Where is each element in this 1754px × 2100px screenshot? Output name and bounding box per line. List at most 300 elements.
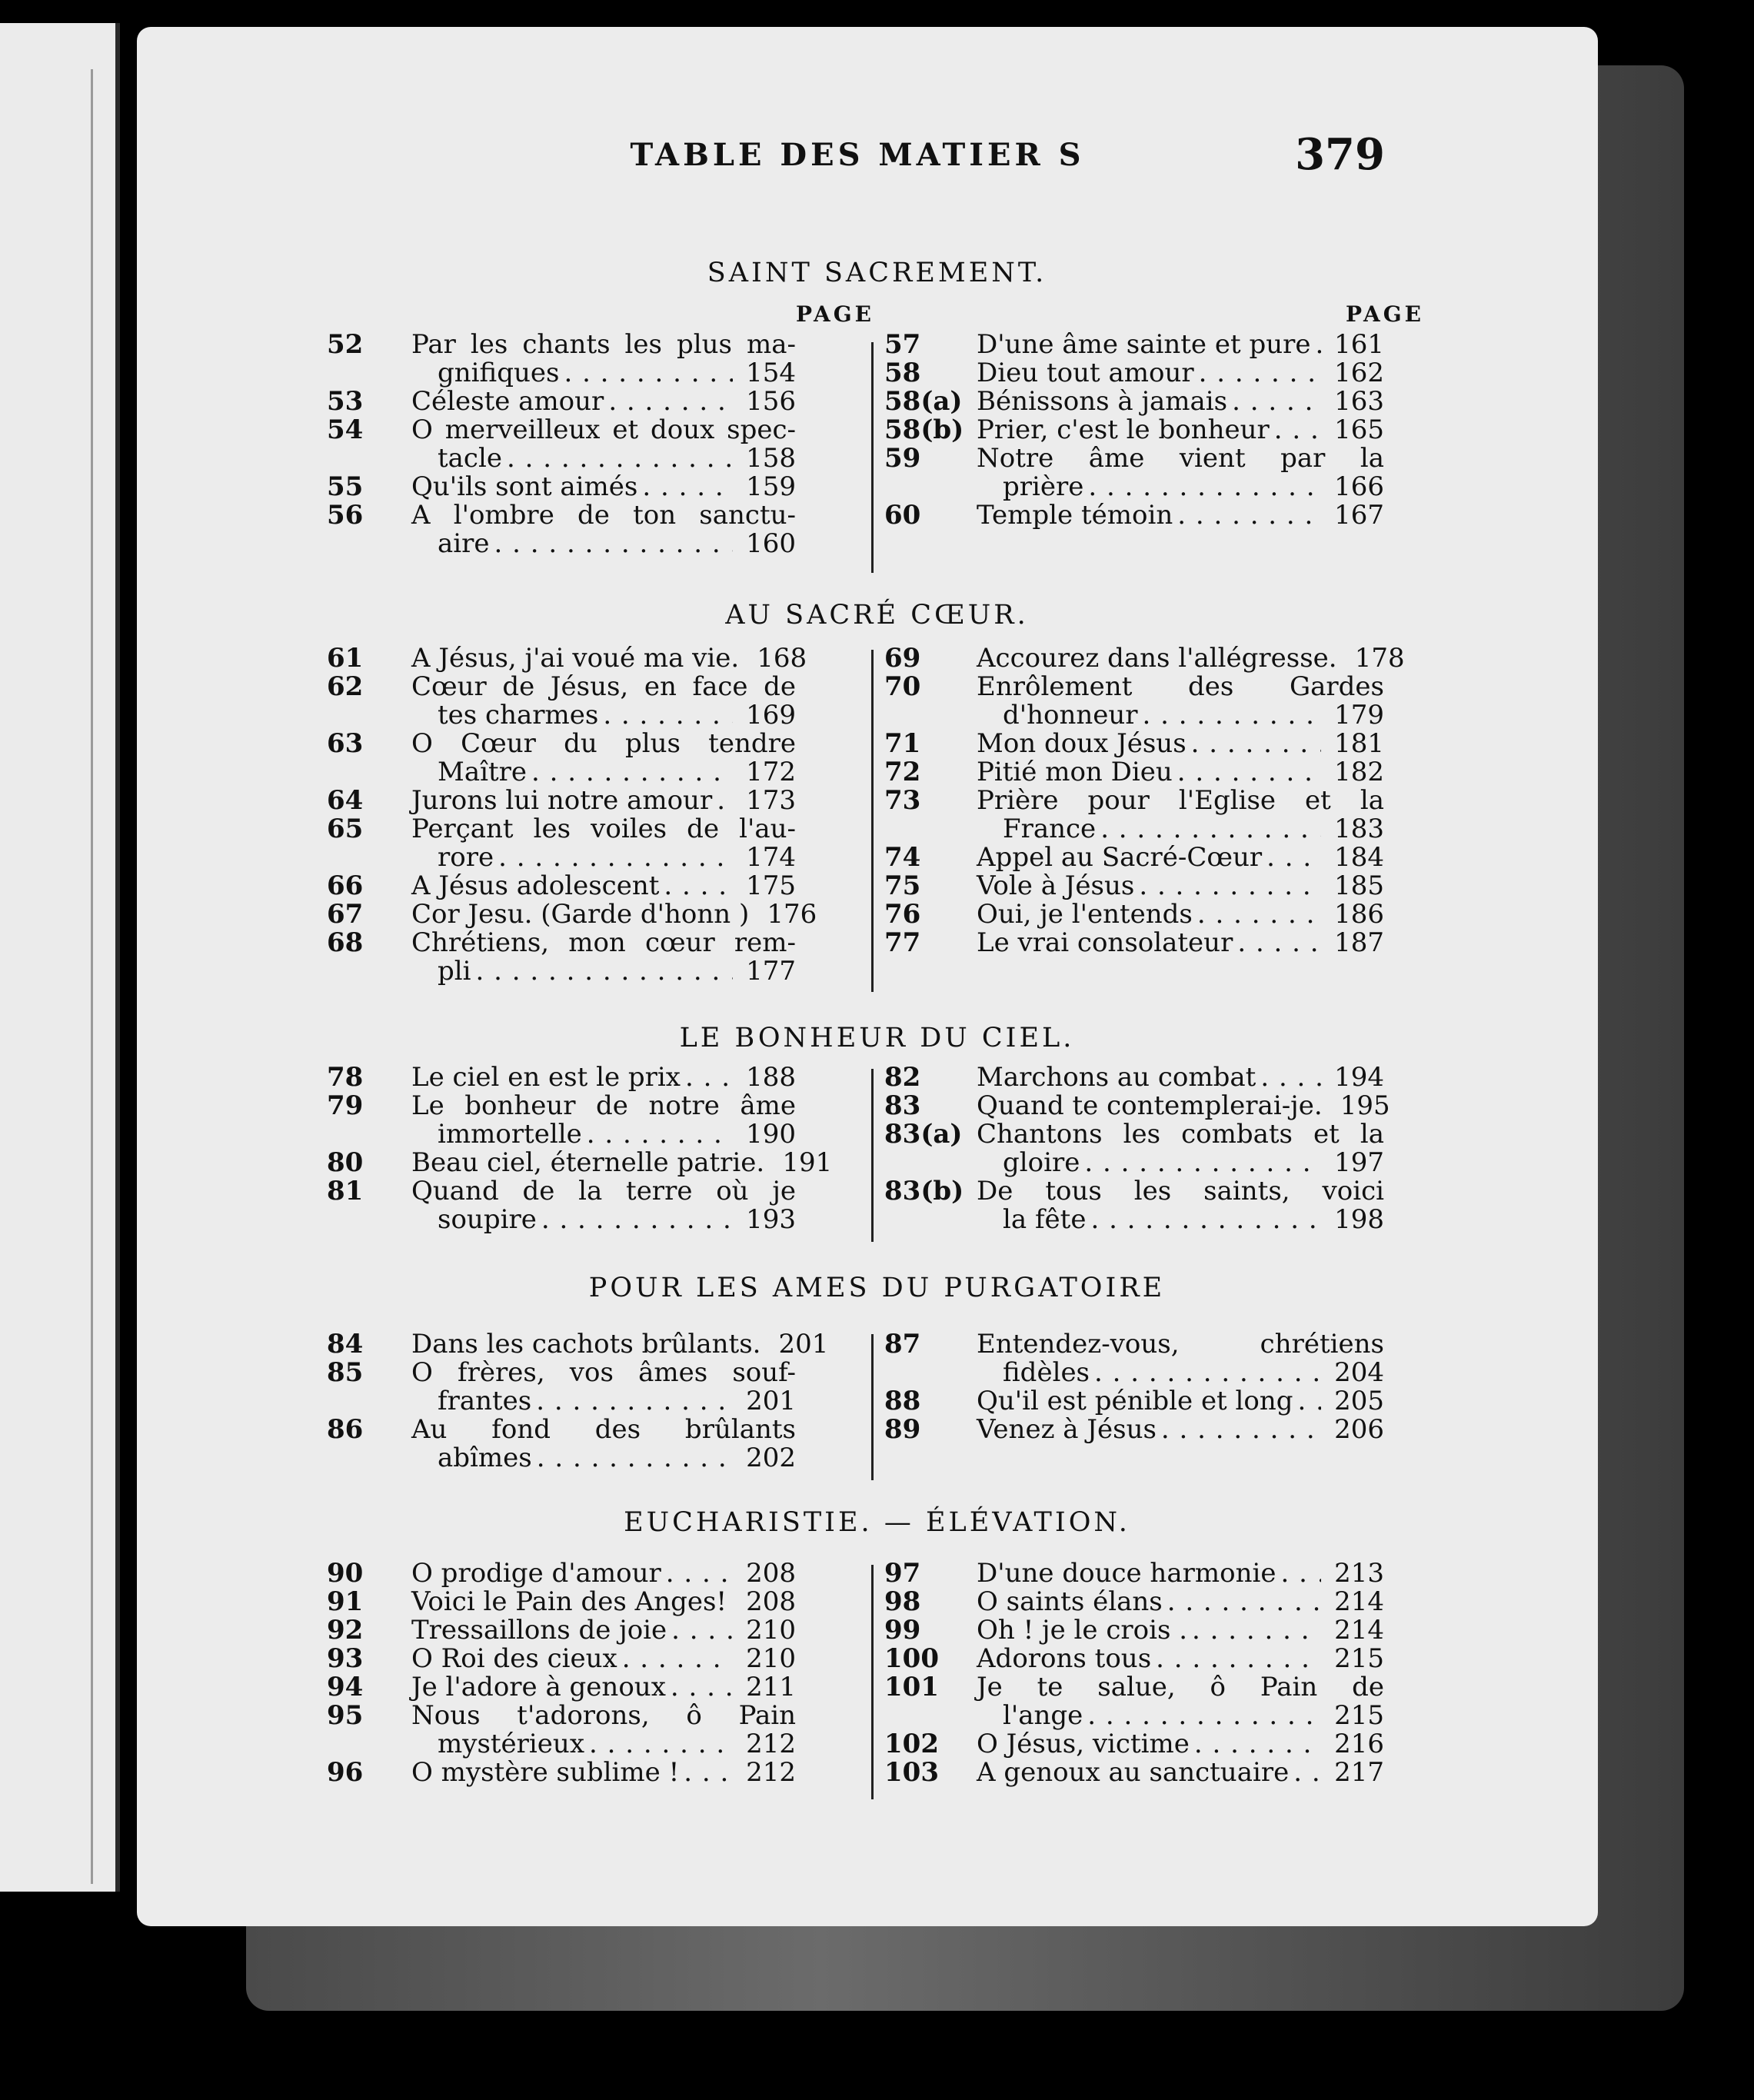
leader-dots xyxy=(589,1730,733,1759)
entry-last-line xyxy=(411,872,796,900)
entry-title-line: Appel au Sacré-Cœur xyxy=(977,842,1263,873)
entry-title xyxy=(411,1559,796,1588)
entry-title xyxy=(411,1416,796,1473)
entry-number: 58(a) xyxy=(884,386,963,417)
page-label-right: PAGE xyxy=(1346,301,1424,327)
entry-title-line: O frères, vos âmes souf- xyxy=(411,1357,796,1388)
entry-page: 179 xyxy=(1334,700,1384,731)
entry-number: 97 xyxy=(884,1558,921,1589)
leader-dots xyxy=(564,359,733,388)
entry-page: 186 xyxy=(1334,899,1384,930)
entry-title-line: Maître xyxy=(438,757,527,787)
leader-dots xyxy=(1156,1645,1321,1673)
entry-title xyxy=(977,844,1384,872)
entry-title-line: O Roi des cieux xyxy=(411,1643,617,1674)
entry-title-line: Jurons lui notre amour xyxy=(411,785,713,816)
entry-title xyxy=(977,758,1384,787)
entry-page: 211 xyxy=(746,1672,796,1702)
entry-title-line: tacle xyxy=(438,443,502,474)
entry-last-line xyxy=(977,643,1405,674)
entry-title-line: Voici le Pain des Anges! xyxy=(411,1586,727,1617)
entry-title-line: Bénissons à jamais xyxy=(977,386,1228,417)
leader-dots xyxy=(608,388,733,416)
section-title: EUCHARISTIE. — ÉLÉVATION. xyxy=(624,1507,1130,1538)
entry-title xyxy=(977,1616,1384,1645)
entry-page: 182 xyxy=(1334,757,1384,787)
entry-last-line xyxy=(977,1416,1384,1444)
entry-title-line: Le ciel en est le prix xyxy=(411,1062,681,1093)
entry-page: 173 xyxy=(746,785,796,816)
leader-dots xyxy=(1293,1759,1321,1787)
entry-title xyxy=(977,1730,1384,1759)
entry-page: 208 xyxy=(746,1558,796,1589)
entry-title xyxy=(411,388,796,416)
leader-dots xyxy=(1192,1616,1321,1645)
entry-title-line: tes charmes xyxy=(438,700,599,731)
page-label-left: PAGE xyxy=(796,301,874,327)
entry-title xyxy=(977,1559,1384,1588)
entry-title-line: Chrétiens, mon cœur rem- xyxy=(411,927,796,958)
entry-page: 210 xyxy=(746,1643,796,1674)
entry-title xyxy=(411,1673,796,1702)
entry-title xyxy=(977,1120,1384,1177)
entry-page: 215 xyxy=(1334,1643,1384,1674)
entry-last-line xyxy=(411,758,796,787)
entry-number: 99 xyxy=(884,1615,921,1646)
entry-number: 75 xyxy=(884,870,921,901)
section-title: LE BONHEUR DU CIEL. xyxy=(679,1023,1075,1053)
entry-title xyxy=(411,730,796,787)
entry-number: 93 xyxy=(327,1643,364,1674)
entry-title-line: Par les chants les plus ma- xyxy=(411,329,796,360)
entry-title-line: Je te salue, ô Pain de xyxy=(977,1672,1384,1702)
leader-dots xyxy=(1197,900,1321,929)
entry-title-line: Cœur de Jésus, en face de xyxy=(411,671,796,702)
entry-number: 82 xyxy=(884,1062,921,1093)
column-divider xyxy=(871,1069,874,1242)
entry-number: 89 xyxy=(884,1414,921,1445)
entry-number: 85 xyxy=(327,1357,364,1388)
entry-last-line xyxy=(977,1559,1384,1588)
entry-number: 64 xyxy=(327,785,364,816)
entry-page: 185 xyxy=(1334,870,1384,901)
entry-page: 197 xyxy=(1334,1147,1384,1178)
entry-number: 65 xyxy=(327,814,364,844)
entry-page: 166 xyxy=(1334,471,1384,502)
entry-page: 212 xyxy=(746,1729,796,1759)
entry-number: 57 xyxy=(884,329,921,360)
entry-last-line xyxy=(411,701,796,730)
entry-last-line xyxy=(977,758,1384,787)
entry-page: 177 xyxy=(746,956,796,987)
entry-title xyxy=(411,1616,796,1645)
entry-number: 54 xyxy=(327,414,364,445)
entry-title-line: gnifiques xyxy=(438,358,560,388)
entry-last-line xyxy=(411,1147,833,1178)
entry-page: 201 xyxy=(778,1329,829,1360)
entry-last-line xyxy=(977,501,1384,530)
column-divider xyxy=(871,650,874,992)
entry-title-line: A genoux au sanctuaire xyxy=(977,1757,1290,1788)
entry-title-line: O prodige d'amour xyxy=(411,1558,661,1589)
entry-page: 174 xyxy=(746,842,796,873)
entry-last-line xyxy=(411,844,796,872)
entry-title-line: O mystère sublime ! xyxy=(411,1757,680,1788)
entry-number: 71 xyxy=(884,728,921,759)
leader-dots xyxy=(1298,1387,1321,1416)
entry-page: 181 xyxy=(1334,728,1384,759)
entry-title xyxy=(977,643,1405,674)
entry-title-line: O Jésus, victime xyxy=(977,1729,1190,1759)
entry-title-line: Qu'ils sont aimés xyxy=(411,471,638,502)
entry-title xyxy=(977,1177,1384,1234)
entry-page: 195 xyxy=(1340,1090,1390,1121)
entry-title xyxy=(411,416,796,473)
entry-number: 62 xyxy=(327,671,364,702)
entry-last-line xyxy=(977,416,1384,444)
leader-dots xyxy=(507,444,733,473)
entry-title xyxy=(977,1063,1384,1092)
entry-number: 60 xyxy=(884,500,921,531)
entry-last-line xyxy=(411,1206,796,1234)
leader-dots xyxy=(717,787,733,815)
entry-page: 205 xyxy=(1334,1386,1384,1416)
entry-title-line: Prière pour l'Eglise et la xyxy=(977,785,1384,816)
entry-title xyxy=(977,331,1384,359)
entry-last-line xyxy=(977,1387,1384,1416)
leader-dots xyxy=(671,1616,733,1645)
entry-page: 165 xyxy=(1334,414,1384,445)
entry-title-line: prière xyxy=(1003,471,1084,502)
leader-dots xyxy=(1177,758,1321,787)
entry-title xyxy=(411,501,796,558)
entry-page: 154 xyxy=(746,358,796,388)
entry-title-line: Prier, c'est le bonheur xyxy=(977,414,1270,445)
entry-title-line: O saints élans xyxy=(977,1586,1163,1617)
leader-dots xyxy=(498,844,733,872)
entry-title-line: France xyxy=(1003,814,1097,844)
leader-dots xyxy=(1177,501,1321,530)
leader-dots xyxy=(1232,388,1321,416)
entry-page: 190 xyxy=(746,1119,796,1150)
entry-title xyxy=(977,1673,1384,1730)
entry-number: 96 xyxy=(327,1757,364,1788)
entry-page: 188 xyxy=(746,1062,796,1093)
entry-title xyxy=(411,787,796,815)
entry-title-line: Adorons tous xyxy=(977,1643,1152,1674)
entry-number: 67 xyxy=(327,899,364,930)
entry-page: 178 xyxy=(1354,643,1405,674)
entry-title xyxy=(411,899,817,930)
leader-dots xyxy=(541,1206,733,1234)
entry-number: 56 xyxy=(327,500,364,531)
entry-title-line: Le bonheur de notre âme xyxy=(411,1090,796,1121)
entry-number: 86 xyxy=(327,1414,364,1445)
entry-page: 194 xyxy=(1334,1062,1384,1093)
left-page-edge xyxy=(0,23,120,1892)
entry-title xyxy=(977,787,1384,844)
entry-number: 83(a) xyxy=(884,1119,963,1150)
leader-dots xyxy=(1194,1730,1321,1759)
entry-number: 52 xyxy=(327,329,364,360)
leader-dots xyxy=(536,1387,733,1416)
column-divider xyxy=(871,1334,874,1480)
entry-last-line xyxy=(411,899,817,930)
entry-title xyxy=(411,815,796,872)
entry-title-line: Quand de la terre où je xyxy=(411,1176,796,1206)
entry-number: 70 xyxy=(884,671,921,702)
entry-page: 156 xyxy=(746,386,796,417)
entry-number: 74 xyxy=(884,842,921,873)
entry-title xyxy=(411,1759,796,1787)
entry-title-line: A Jésus, j'ai voué ma vie. xyxy=(411,643,740,674)
entry-title-line: De tous les saints, voici xyxy=(977,1176,1384,1206)
entry-number: 79 xyxy=(327,1090,364,1121)
entry-last-line xyxy=(977,900,1384,929)
entry-page: 201 xyxy=(746,1386,796,1416)
entry-last-line xyxy=(977,815,1384,844)
leader-dots xyxy=(1161,1416,1321,1444)
entry-number: 59 xyxy=(884,443,921,474)
entry-title xyxy=(977,929,1384,957)
entry-number: 84 xyxy=(327,1329,364,1360)
entry-title-line: Dans les cachots brûlants. xyxy=(411,1329,761,1360)
entry-title xyxy=(411,1645,796,1673)
entry-title xyxy=(411,331,796,388)
leader-dots xyxy=(531,758,733,787)
entry-title-line: Marchons au combat xyxy=(977,1062,1256,1093)
entry-last-line xyxy=(977,359,1384,388)
entry-last-line xyxy=(411,473,796,501)
entry-title-line: Tressaillons de joie xyxy=(411,1615,667,1646)
entry-last-line xyxy=(977,1645,1384,1673)
leader-dots xyxy=(494,530,733,558)
entry-title-line: Perçant les voiles de l'au- xyxy=(411,814,796,844)
leader-dots xyxy=(1143,701,1321,730)
leader-dots xyxy=(1084,1149,1321,1177)
entry-number: 101 xyxy=(884,1672,939,1702)
entry-title xyxy=(411,1147,833,1178)
entry-number: 87 xyxy=(884,1329,921,1360)
entry-last-line xyxy=(411,1120,796,1149)
entry-title xyxy=(977,1090,1390,1121)
leader-dots xyxy=(666,1559,733,1588)
leader-dots xyxy=(1237,929,1321,957)
column-divider xyxy=(871,1565,874,1799)
entry-number: 80 xyxy=(327,1147,364,1178)
leader-dots xyxy=(1167,1588,1321,1616)
entry-title xyxy=(977,1759,1384,1787)
entry-number: 69 xyxy=(884,643,921,674)
entry-title-line: abîmes xyxy=(438,1443,532,1473)
leader-dots xyxy=(642,473,733,501)
entry-page: 172 xyxy=(746,757,796,787)
entry-page: 215 xyxy=(1334,1700,1384,1731)
entry-title-line: Venez à Jésus xyxy=(977,1414,1157,1445)
leader-dots xyxy=(1087,1702,1321,1730)
entry-title-line: Oui, je l'entends xyxy=(977,899,1193,930)
entry-last-line xyxy=(411,1616,796,1645)
entry-title xyxy=(977,673,1384,730)
entry-number: 103 xyxy=(884,1757,939,1788)
leader-dots xyxy=(685,1063,733,1092)
entry-page: 162 xyxy=(1334,358,1384,388)
entry-title-line: Beau ciel, éternelle patrie. xyxy=(411,1147,765,1178)
entry-page: 183 xyxy=(1334,814,1384,844)
entry-title xyxy=(977,872,1384,900)
entry-title-line: Pitié mon Dieu xyxy=(977,757,1173,787)
entry-title-line: Vole à Jésus xyxy=(977,870,1135,901)
entry-last-line xyxy=(411,957,796,986)
entry-number: 83(b) xyxy=(884,1176,964,1206)
leader-dots xyxy=(1274,416,1321,444)
entry-last-line xyxy=(977,388,1384,416)
entry-page: 214 xyxy=(1334,1615,1384,1646)
leader-dots xyxy=(1266,844,1321,872)
entry-title-line: soupire xyxy=(438,1204,537,1235)
entry-last-line xyxy=(411,1730,796,1759)
entry-page: 161 xyxy=(1334,329,1384,360)
entry-title-line: Notre âme vient par la xyxy=(977,443,1384,474)
entry-number: 58(b) xyxy=(884,414,964,445)
leader-dots xyxy=(1088,473,1321,501)
entry-title-line: Nous t'adorons, ô Pain xyxy=(411,1700,796,1731)
entry-title-line: pli xyxy=(438,956,471,987)
entry-page: 210 xyxy=(746,1615,796,1646)
entry-last-line xyxy=(411,787,796,815)
entry-title xyxy=(411,1588,796,1616)
entry-number: 91 xyxy=(327,1586,364,1617)
entry-page: 187 xyxy=(1334,927,1384,958)
entry-title xyxy=(977,1645,1384,1673)
entry-title-line: Oh ! je le crois . xyxy=(977,1615,1188,1646)
entry-title-line: Mon doux Jésus xyxy=(977,728,1187,759)
entry-title xyxy=(977,359,1384,388)
entry-number: 76 xyxy=(884,899,921,930)
entry-number: 72 xyxy=(884,757,921,787)
entry-last-line xyxy=(411,359,796,388)
entry-last-line xyxy=(977,1588,1384,1616)
entry-title xyxy=(411,929,796,986)
entry-last-line xyxy=(977,1359,1384,1387)
leader-dots xyxy=(671,1673,733,1702)
entry-number: 68 xyxy=(327,927,364,958)
entry-number: 95 xyxy=(327,1700,364,1731)
entry-page: 168 xyxy=(757,643,807,674)
entry-page: 217 xyxy=(1334,1757,1384,1788)
entry-title xyxy=(411,643,807,674)
entry-title-line: Le vrai consolateur xyxy=(977,927,1233,958)
entry-page: 158 xyxy=(746,443,796,474)
entry-last-line xyxy=(977,1063,1384,1092)
leader-dots xyxy=(622,1645,733,1673)
entry-last-line xyxy=(411,1444,796,1473)
left-page-rule xyxy=(91,69,93,1884)
entry-title-line: A l'ombre de ton sanctu- xyxy=(411,500,796,531)
entry-page: 202 xyxy=(746,1443,796,1473)
entry-last-line xyxy=(411,1759,796,1787)
entry-last-line xyxy=(977,331,1384,359)
entry-number: 83 xyxy=(884,1090,921,1121)
leader-dots xyxy=(1139,872,1321,900)
entry-number: 77 xyxy=(884,927,921,958)
entry-last-line xyxy=(411,1645,796,1673)
entry-last-line xyxy=(977,844,1384,872)
entry-title xyxy=(977,730,1384,758)
entry-last-line xyxy=(977,1616,1384,1645)
leader-dots xyxy=(1191,730,1321,758)
entry-title xyxy=(411,673,796,730)
entry-title-line: D'une douce harmonie xyxy=(977,1558,1276,1589)
entry-last-line xyxy=(977,1759,1384,1787)
entry-page: 191 xyxy=(782,1147,833,1178)
entry-title xyxy=(977,1588,1384,1616)
entry-page: 169 xyxy=(746,700,796,731)
entry-page: 175 xyxy=(746,870,796,901)
entry-last-line xyxy=(977,730,1384,758)
entry-last-line xyxy=(411,530,796,558)
entry-page: 184 xyxy=(1334,842,1384,873)
entry-last-line xyxy=(411,388,796,416)
leader-dots xyxy=(1094,1359,1321,1387)
entry-last-line xyxy=(411,444,796,473)
entry-title-line: Qu'il est pénible et long xyxy=(977,1386,1293,1416)
entry-number: 73 xyxy=(884,785,921,816)
entry-title xyxy=(411,473,796,501)
entry-last-line xyxy=(411,643,807,674)
entry-title xyxy=(411,1702,796,1759)
leader-dots xyxy=(1199,359,1321,388)
entry-page: 176 xyxy=(767,899,817,930)
entry-title-line: Quand te contemplerai-je. xyxy=(977,1090,1323,1121)
section-title: SAINT SACREMENT. xyxy=(707,258,1047,288)
entry-number: 66 xyxy=(327,870,364,901)
entry-number: 53 xyxy=(327,386,364,417)
entry-title-line: D'une âme sainte et pure xyxy=(977,329,1311,360)
entry-page: 198 xyxy=(1334,1204,1384,1235)
entry-title-line: mystérieux xyxy=(438,1729,585,1759)
entry-number: 81 xyxy=(327,1176,364,1206)
entry-title-line: Céleste amour xyxy=(411,386,604,417)
entry-page: 193 xyxy=(746,1204,796,1235)
entry-title xyxy=(977,900,1384,929)
entry-number: 78 xyxy=(327,1062,364,1093)
entry-last-line xyxy=(977,1149,1384,1177)
entry-title xyxy=(411,1092,796,1149)
entry-title-line: l'ange xyxy=(1003,1700,1083,1731)
entry-title-line: O Cœur du plus tendre xyxy=(411,728,796,759)
entry-title-line: la fête xyxy=(1003,1204,1087,1235)
entry-title-line: Entendez-vous, chrétiens xyxy=(977,1329,1384,1360)
entry-title-line: d'honneur xyxy=(1003,700,1138,731)
entry-last-line xyxy=(977,1702,1384,1730)
leader-dots xyxy=(1090,1206,1321,1234)
leader-dots xyxy=(1315,331,1321,359)
entry-last-line xyxy=(411,1387,796,1416)
entry-page: 213 xyxy=(1334,1558,1384,1589)
entry-page: 212 xyxy=(746,1757,796,1788)
leader-dots xyxy=(587,1120,733,1149)
entry-number: 58 xyxy=(884,358,921,388)
entry-number: 92 xyxy=(327,1615,364,1646)
section-title: POUR LES AMES DU PURGATOIRE xyxy=(588,1273,1166,1303)
entry-title xyxy=(977,1330,1384,1387)
entry-last-line xyxy=(977,1090,1390,1121)
entry-title xyxy=(411,1177,796,1234)
leader-dots xyxy=(1100,815,1321,844)
entry-title-line: gloire xyxy=(1003,1147,1080,1178)
entry-title-line: immortelle xyxy=(438,1119,582,1150)
